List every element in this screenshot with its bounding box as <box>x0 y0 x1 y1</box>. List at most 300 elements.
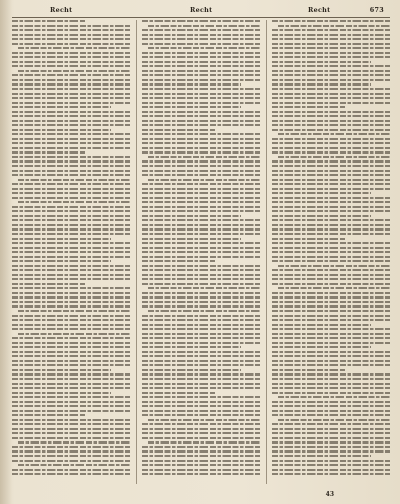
text-line-placeholder <box>272 142 390 144</box>
text-line-placeholder <box>142 328 260 330</box>
text-line-placeholder <box>142 142 260 144</box>
text-line-placeholder <box>142 305 260 307</box>
text-line-placeholder <box>272 129 390 131</box>
text-line-placeholder <box>142 315 260 317</box>
text-line-placeholder <box>12 396 130 398</box>
text-line-placeholder <box>272 414 390 416</box>
text-line-placeholder <box>142 97 260 99</box>
text-line-placeholder <box>142 450 260 452</box>
text-line-placeholder <box>272 315 390 317</box>
column-right <box>266 20 390 484</box>
text-line-placeholder <box>142 337 260 339</box>
running-head-right: Recht <box>308 6 331 14</box>
text-line-placeholder <box>142 147 260 149</box>
text-line-placeholder <box>142 296 260 298</box>
text-line-placeholder <box>272 102 390 104</box>
text-line-placeholder <box>272 378 390 380</box>
text-line-placeholder <box>272 410 390 412</box>
text-line-placeholder <box>272 219 390 221</box>
text-line-placeholder <box>272 188 390 190</box>
text-line-placeholder <box>272 20 390 22</box>
column-left <box>12 20 130 484</box>
text-line-placeholder <box>142 446 260 448</box>
text-line-placeholder <box>272 401 390 403</box>
text-line-placeholder <box>272 52 390 54</box>
text-line-placeholder <box>278 265 390 267</box>
text-line-placeholder <box>142 351 260 353</box>
text-line-placeholder <box>12 43 130 45</box>
text-line-placeholder <box>142 428 260 430</box>
page-footer <box>0 488 400 498</box>
text-line-placeholder <box>272 251 390 253</box>
text-line-placeholder <box>12 337 130 339</box>
text-line-placeholder <box>272 61 371 63</box>
text-line-placeholder <box>12 34 130 36</box>
text-line-placeholder <box>12 342 130 344</box>
text-line-placeholder <box>142 124 260 126</box>
text-line-placeholder <box>12 97 130 99</box>
text-line-placeholder <box>12 151 85 153</box>
text-line-placeholder <box>272 147 390 149</box>
text-line-placeholder <box>272 469 390 471</box>
text-line-placeholder <box>272 473 390 475</box>
text-line-placeholder <box>142 469 260 471</box>
text-line-placeholder <box>12 133 130 135</box>
text-line-placeholder <box>142 228 260 230</box>
text-line-placeholder <box>12 401 130 403</box>
text-line-placeholder <box>142 43 260 45</box>
text-line-placeholder <box>12 473 130 475</box>
text-line-placeholder <box>12 283 85 285</box>
text-line-placeholder <box>272 278 390 280</box>
text-line-placeholder <box>12 124 130 126</box>
text-line-placeholder <box>272 179 390 181</box>
text-line-placeholder <box>272 183 390 185</box>
text-line-placeholder <box>272 238 345 240</box>
text-line-placeholder <box>12 287 130 289</box>
text-line-placeholder <box>148 419 260 421</box>
text-line-placeholder <box>142 265 260 267</box>
text-line-placeholder <box>272 83 371 85</box>
text-line-placeholder <box>12 324 130 326</box>
text-line-placeholder <box>142 342 260 344</box>
page-number: 673 <box>369 6 384 14</box>
text-line-placeholder <box>142 88 260 90</box>
text-line-placeholder <box>148 47 260 49</box>
text-line-placeholder <box>142 283 260 285</box>
text-line-placeholder <box>12 446 130 448</box>
column-middle <box>136 20 260 484</box>
text-columns <box>12 20 390 484</box>
text-line-placeholder <box>272 111 390 113</box>
text-line-placeholder <box>12 142 130 144</box>
text-line-placeholder <box>142 301 260 303</box>
text-line-placeholder <box>142 83 241 85</box>
text-line-placeholder <box>142 165 260 167</box>
text-line-placeholder <box>12 106 111 108</box>
text-line-placeholder <box>272 197 390 199</box>
text-line-placeholder <box>142 333 260 335</box>
text-line-placeholder <box>142 364 260 366</box>
text-line-placeholder <box>12 56 130 58</box>
text-line-placeholder <box>142 319 260 321</box>
text-line-placeholder <box>272 88 390 90</box>
text-line-placeholder <box>142 355 260 357</box>
text-line-placeholder <box>142 120 260 122</box>
text-line-placeholder <box>12 305 130 307</box>
text-line-placeholder <box>12 233 130 235</box>
text-line-placeholder <box>12 460 130 462</box>
text-line-placeholder <box>12 242 130 244</box>
text-line-placeholder <box>272 292 390 294</box>
text-line-placeholder <box>18 333 130 335</box>
text-line-placeholder <box>272 383 390 385</box>
text-line-placeholder <box>12 437 130 439</box>
text-line-placeholder <box>12 192 130 194</box>
text-line-placeholder <box>272 373 390 375</box>
text-line-placeholder <box>272 210 390 212</box>
text-line-placeholder <box>12 373 130 375</box>
text-line-placeholder <box>142 423 260 425</box>
text-line-placeholder <box>12 278 130 280</box>
text-line-placeholder <box>272 138 390 140</box>
text-line-placeholder <box>18 441 130 443</box>
text-line-placeholder <box>272 319 390 321</box>
text-line-placeholder <box>272 151 390 153</box>
text-line-placeholder <box>142 65 260 67</box>
text-line-placeholder <box>142 111 260 113</box>
text-line-placeholder <box>278 419 390 421</box>
text-line-placeholder <box>142 197 260 199</box>
text-line-placeholder <box>142 373 260 375</box>
text-line-placeholder <box>12 228 130 230</box>
text-line-placeholder <box>142 133 260 135</box>
text-line-placeholder <box>148 441 260 443</box>
text-line-placeholder <box>12 274 130 276</box>
text-line-placeholder <box>12 165 130 167</box>
text-line-placeholder <box>272 97 390 99</box>
text-line-placeholder <box>142 387 260 389</box>
text-line-placeholder <box>142 251 260 253</box>
text-line-placeholder <box>272 392 390 394</box>
text-line-placeholder <box>12 93 130 95</box>
text-line-placeholder <box>142 192 260 194</box>
text-line-placeholder <box>148 156 260 158</box>
text-line-placeholder <box>12 115 130 117</box>
text-line-placeholder <box>142 247 260 249</box>
text-line-placeholder <box>12 296 130 298</box>
text-line-placeholder <box>272 120 390 122</box>
text-line-placeholder <box>142 188 260 190</box>
text-line-placeholder <box>272 192 371 194</box>
text-line-placeholder <box>12 319 130 321</box>
text-line-placeholder <box>12 315 130 317</box>
text-line-placeholder <box>142 170 260 172</box>
text-line-placeholder <box>272 269 390 271</box>
text-line-placeholder <box>272 160 390 162</box>
text-line-placeholder <box>142 29 260 31</box>
text-line-placeholder <box>12 25 130 27</box>
text-line-placeholder <box>12 38 130 40</box>
text-line-placeholder <box>142 70 260 72</box>
text-line-placeholder <box>272 328 390 330</box>
text-line-placeholder <box>12 387 130 389</box>
text-line-placeholder <box>12 52 130 54</box>
text-line-placeholder <box>12 432 130 434</box>
text-line-placeholder <box>272 355 390 357</box>
text-line-placeholder <box>272 74 390 76</box>
text-line-placeholder <box>142 210 260 212</box>
text-line-placeholder <box>272 301 390 303</box>
text-line-placeholder <box>18 179 130 181</box>
text-line-placeholder <box>272 47 390 49</box>
text-line-placeholder <box>142 74 260 76</box>
text-line-placeholder <box>142 392 215 394</box>
text-line-placeholder <box>272 450 390 452</box>
text-line-placeholder <box>12 215 130 217</box>
text-line-placeholder <box>148 310 260 312</box>
text-line-placeholder <box>12 224 130 226</box>
text-line-placeholder <box>12 210 130 212</box>
text-line-placeholder <box>272 124 390 126</box>
text-line-placeholder <box>272 56 390 58</box>
text-line-placeholder <box>148 25 260 27</box>
text-line-placeholder <box>272 206 390 208</box>
text-line-placeholder <box>12 188 130 190</box>
text-line-placeholder <box>142 405 260 407</box>
text-line-placeholder <box>12 369 111 371</box>
text-line-placeholder <box>272 305 390 307</box>
header-rule <box>12 17 390 18</box>
text-line-placeholder <box>12 247 130 249</box>
text-line-placeholder <box>12 174 130 176</box>
text-line-placeholder <box>272 106 345 108</box>
text-line-placeholder <box>272 242 390 244</box>
text-line-placeholder <box>18 47 130 49</box>
text-line-placeholder <box>272 460 390 462</box>
text-line-placeholder <box>272 65 390 67</box>
text-line-placeholder <box>142 93 260 95</box>
text-line-placeholder <box>142 256 260 258</box>
text-line-placeholder <box>142 115 260 117</box>
text-line-placeholder <box>272 79 390 81</box>
text-line-placeholder <box>142 206 260 208</box>
text-line-placeholder <box>12 206 130 208</box>
text-line-placeholder <box>142 20 260 22</box>
text-line-placeholder <box>142 102 260 104</box>
text-line-placeholder <box>272 428 390 430</box>
text-line-placeholder <box>272 260 390 262</box>
text-line-placeholder <box>272 256 390 258</box>
text-line-placeholder <box>12 238 111 240</box>
text-line-placeholder <box>12 79 130 81</box>
text-line-placeholder <box>272 333 390 335</box>
running-head-center: Recht <box>190 6 213 14</box>
text-line-placeholder <box>142 219 260 221</box>
text-line-placeholder <box>12 219 130 221</box>
text-line-placeholder <box>278 25 390 27</box>
text-line-placeholder <box>272 464 390 466</box>
text-line-placeholder <box>12 20 85 22</box>
text-line-placeholder <box>142 369 241 371</box>
text-line-placeholder <box>272 346 371 348</box>
text-line-placeholder <box>272 369 345 371</box>
text-line-placeholder <box>12 360 130 362</box>
text-line-placeholder <box>272 228 390 230</box>
text-line-placeholder <box>272 423 390 425</box>
text-line-placeholder <box>142 460 260 462</box>
text-line-placeholder <box>12 120 130 122</box>
text-line-placeholder <box>12 147 130 149</box>
text-line-placeholder <box>278 287 390 289</box>
text-line-placeholder <box>148 287 260 289</box>
text-line-placeholder <box>12 269 130 271</box>
text-line-placeholder <box>12 29 130 31</box>
text-line-placeholder <box>12 260 111 262</box>
page-edge-shadow <box>0 0 12 504</box>
text-line-placeholder <box>272 283 390 285</box>
text-line-placeholder <box>142 129 215 131</box>
text-line-placeholder <box>272 446 390 448</box>
text-line-placeholder <box>12 378 130 380</box>
text-line-placeholder <box>142 61 260 63</box>
text-line-placeholder <box>12 88 130 90</box>
text-line-placeholder <box>142 274 260 276</box>
text-line-placeholder <box>272 455 371 457</box>
text-line-placeholder <box>272 93 390 95</box>
text-line-placeholder <box>142 79 260 81</box>
text-line-placeholder <box>142 56 260 58</box>
text-line-placeholder <box>148 179 260 181</box>
text-line-placeholder <box>278 396 390 398</box>
text-line-placeholder <box>12 364 130 366</box>
text-line-placeholder <box>272 274 390 276</box>
text-line-placeholder <box>12 423 130 425</box>
text-line-placeholder <box>272 233 390 235</box>
text-line-placeholder <box>18 310 130 312</box>
text-line-placeholder <box>12 65 130 67</box>
text-line-placeholder <box>142 278 260 280</box>
text-line-placeholder <box>12 414 85 416</box>
text-line-placeholder <box>12 410 130 412</box>
text-line-placeholder <box>272 115 390 117</box>
text-line-placeholder <box>272 342 390 344</box>
text-line-placeholder <box>142 455 260 457</box>
text-line-placeholder <box>272 324 371 326</box>
text-line-placeholder <box>142 201 260 203</box>
text-line-placeholder <box>142 151 260 153</box>
text-line-placeholder <box>272 70 390 72</box>
running-header <box>12 6 390 16</box>
text-line-placeholder <box>272 224 390 226</box>
text-line-placeholder <box>12 265 130 267</box>
text-line-placeholder <box>12 392 111 394</box>
text-line-placeholder <box>12 346 130 348</box>
text-line-placeholder <box>142 215 241 217</box>
text-line-placeholder <box>12 405 130 407</box>
text-line-placeholder <box>12 450 130 452</box>
text-line-placeholder <box>12 102 130 104</box>
text-line-placeholder <box>142 260 215 262</box>
text-line-placeholder <box>12 83 130 85</box>
text-line-placeholder <box>142 396 260 398</box>
text-line-placeholder <box>272 38 390 40</box>
text-line-placeholder <box>142 437 260 439</box>
text-line-placeholder <box>18 70 130 72</box>
text-line-placeholder <box>142 473 260 475</box>
text-line-placeholder <box>12 256 130 258</box>
text-line-placeholder <box>142 52 260 54</box>
text-line-placeholder <box>142 106 241 108</box>
text-line-placeholder <box>272 405 390 407</box>
text-line-placeholder <box>272 364 390 366</box>
text-line-placeholder <box>272 360 390 362</box>
text-line-placeholder <box>18 464 130 466</box>
text-line-placeholder <box>142 174 260 176</box>
text-line-placeholder <box>12 111 130 113</box>
text-line-placeholder <box>12 129 111 131</box>
text-line-placeholder <box>142 346 241 348</box>
text-line-placeholder <box>12 428 130 430</box>
text-line-placeholder <box>12 419 130 421</box>
text-line-placeholder <box>272 174 390 176</box>
text-line-placeholder <box>272 165 390 167</box>
text-line-placeholder <box>12 469 130 471</box>
text-line-placeholder <box>142 269 260 271</box>
text-line-placeholder <box>12 156 130 158</box>
text-line-placeholder <box>272 215 371 217</box>
text-line-placeholder <box>12 138 130 140</box>
text-line-placeholder <box>142 292 260 294</box>
text-line-placeholder <box>142 183 260 185</box>
text-line-placeholder <box>278 156 390 158</box>
text-line-placeholder <box>272 310 390 312</box>
text-line-placeholder <box>142 242 260 244</box>
text-line-placeholder <box>142 401 260 403</box>
text-line-placeholder <box>12 355 130 357</box>
text-line-placeholder <box>272 34 390 36</box>
text-line-placeholder <box>278 133 390 135</box>
text-line-placeholder <box>272 437 390 439</box>
text-line-placeholder <box>12 170 130 172</box>
text-line-placeholder <box>12 292 130 294</box>
text-line-placeholder <box>142 360 260 362</box>
text-line-placeholder <box>272 43 390 45</box>
text-line-placeholder <box>142 238 241 240</box>
text-line-placeholder <box>12 183 130 185</box>
text-line-placeholder <box>12 61 130 63</box>
text-line-placeholder <box>142 138 260 140</box>
text-line-placeholder <box>12 383 130 385</box>
text-line-placeholder <box>12 351 130 353</box>
text-line-placeholder <box>12 160 130 162</box>
text-line-placeholder <box>272 170 390 172</box>
text-line-placeholder <box>12 74 130 76</box>
text-line-placeholder <box>142 233 260 235</box>
text-line-placeholder <box>272 247 390 249</box>
text-line-placeholder <box>12 197 130 199</box>
signature-mark: 43 <box>325 491 334 498</box>
text-line-placeholder <box>142 464 260 466</box>
text-line-placeholder <box>272 387 390 389</box>
text-line-placeholder <box>142 34 260 36</box>
text-line-placeholder <box>272 337 390 339</box>
text-line-placeholder <box>142 224 260 226</box>
text-line-placeholder <box>142 324 260 326</box>
text-line-placeholder <box>272 432 390 434</box>
text-line-placeholder <box>18 201 130 203</box>
text-line-placeholder <box>12 328 130 330</box>
